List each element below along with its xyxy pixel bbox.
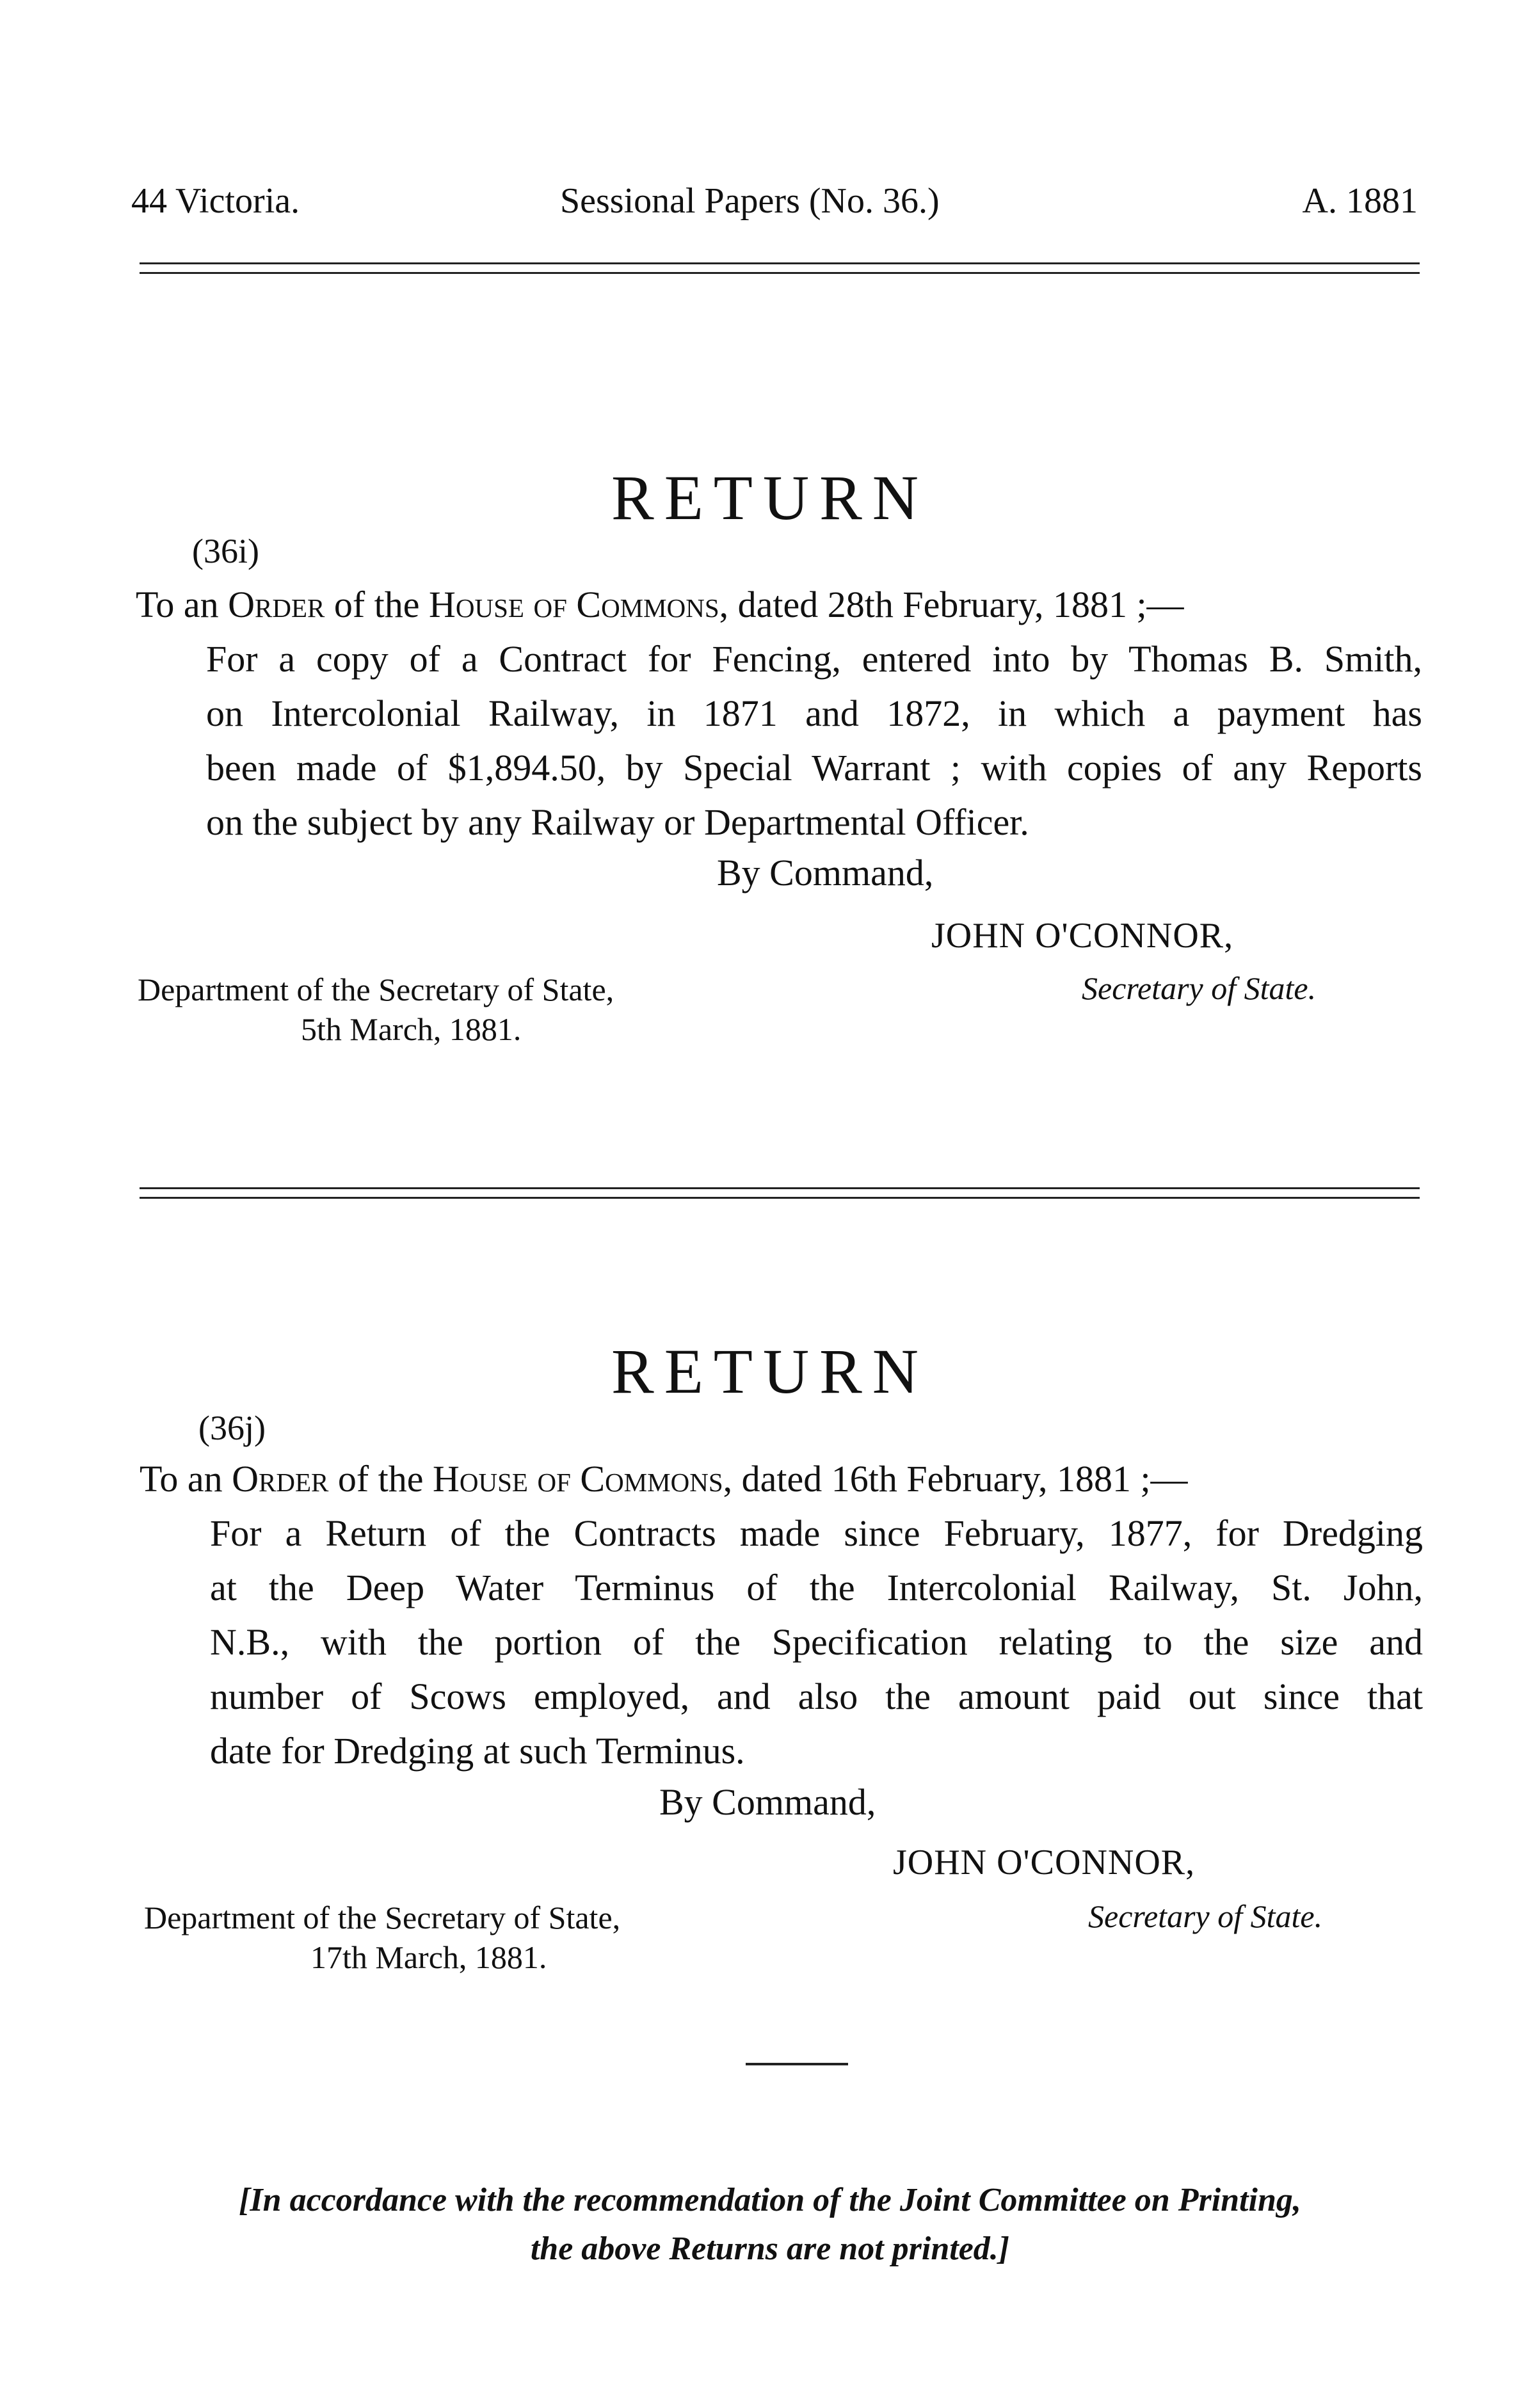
header-year: A. 1881 (1302, 181, 1418, 221)
footnote-line-1: [In accordance with the recommendation of the Joint Committee on Printing, (239, 2182, 1301, 2218)
return-1-department (138, 970, 614, 1049)
department-name: Department of the Secretary of State, (138, 972, 614, 1007)
return-1-order-line (136, 577, 1422, 632)
return-1-signer: JOHN O'CONNOR, (931, 916, 1234, 956)
page-header (131, 180, 1418, 232)
department-date: 17th March, 1881. (310, 1939, 547, 1975)
return-2-title: RETURN (611, 1336, 929, 1407)
header-double-rule (140, 262, 1420, 274)
return-2-ref: (36j) (198, 1409, 266, 1447)
footnote (0, 2176, 1540, 2273)
return-1-title: RETURN (611, 462, 929, 533)
return-2-signer: JOHN O'CONNOR, (893, 1843, 1196, 1882)
body-line: For a Return of the Contracts made since February, 1877, for Dredging (210, 1512, 1423, 1554)
section-double-rule (140, 1187, 1420, 1199)
return-2-by-command: By Command, (659, 1781, 876, 1823)
return-2-secretary: Secretary of State. (1088, 1898, 1323, 1934)
return-1-order-text (136, 577, 1422, 849)
body-line: date for Dredging at such Terminus. (210, 1730, 745, 1772)
order-date: , dated 28th February, 1881 ;— (719, 584, 1184, 625)
department-date: 5th March, 1881. (301, 1011, 522, 1047)
footnote-line-2: the above Returns are not printed.] (530, 2231, 1010, 2267)
return-1-by-command: By Command, (717, 852, 934, 893)
body-line: For a copy of a Contract for Fencing, entered into by Thomas B. Smith, (206, 638, 1422, 680)
body-line: N.B., with the portion of the Specification relating to the size and (210, 1621, 1423, 1663)
return-2-body (140, 1506, 1423, 1778)
body-line: been made of $1,894.50, by Special Warrant ; with copies of any Reports (206, 747, 1422, 789)
header-sessional-papers: Sessional Papers (No. 36.) (560, 181, 940, 221)
order-date: , dated 16th February, 1881 ;— (723, 1458, 1188, 1500)
body-line: number of Scows employed, and also the amount paid out since that (210, 1676, 1423, 1717)
order-of-the: of the (328, 1458, 433, 1500)
department-name: Department of the Secretary of State, (144, 1900, 621, 1935)
return-1-ref: (36i) (192, 532, 259, 570)
body-line: on Intercolonial Railway, in 1871 and 1872, in which a payment has (206, 693, 1422, 734)
order-prefix: To an (140, 1458, 232, 1500)
return-1-secretary: Secretary of State. (1082, 970, 1317, 1006)
order-word: Order (232, 1458, 329, 1500)
house-of-commons: House of Commons (429, 584, 719, 625)
short-divider (746, 2063, 848, 2065)
return-1-body (136, 632, 1422, 849)
body-line: at the Deep Water Terminus of the Intercolonial Railway, St. John, (210, 1567, 1423, 1608)
order-of-the: of the (325, 584, 429, 625)
order-word: Order (228, 584, 325, 625)
body-line: on the subject by any Railway or Departmental Officer. (206, 801, 1029, 843)
return-2-department (144, 1898, 620, 1977)
header-volume: 44 Victoria. (131, 181, 300, 221)
return-2-order-text (140, 1452, 1423, 1778)
return-2-order-line (140, 1452, 1423, 1506)
order-prefix: To an (136, 584, 229, 625)
house-of-commons: House of Commons (433, 1458, 723, 1500)
